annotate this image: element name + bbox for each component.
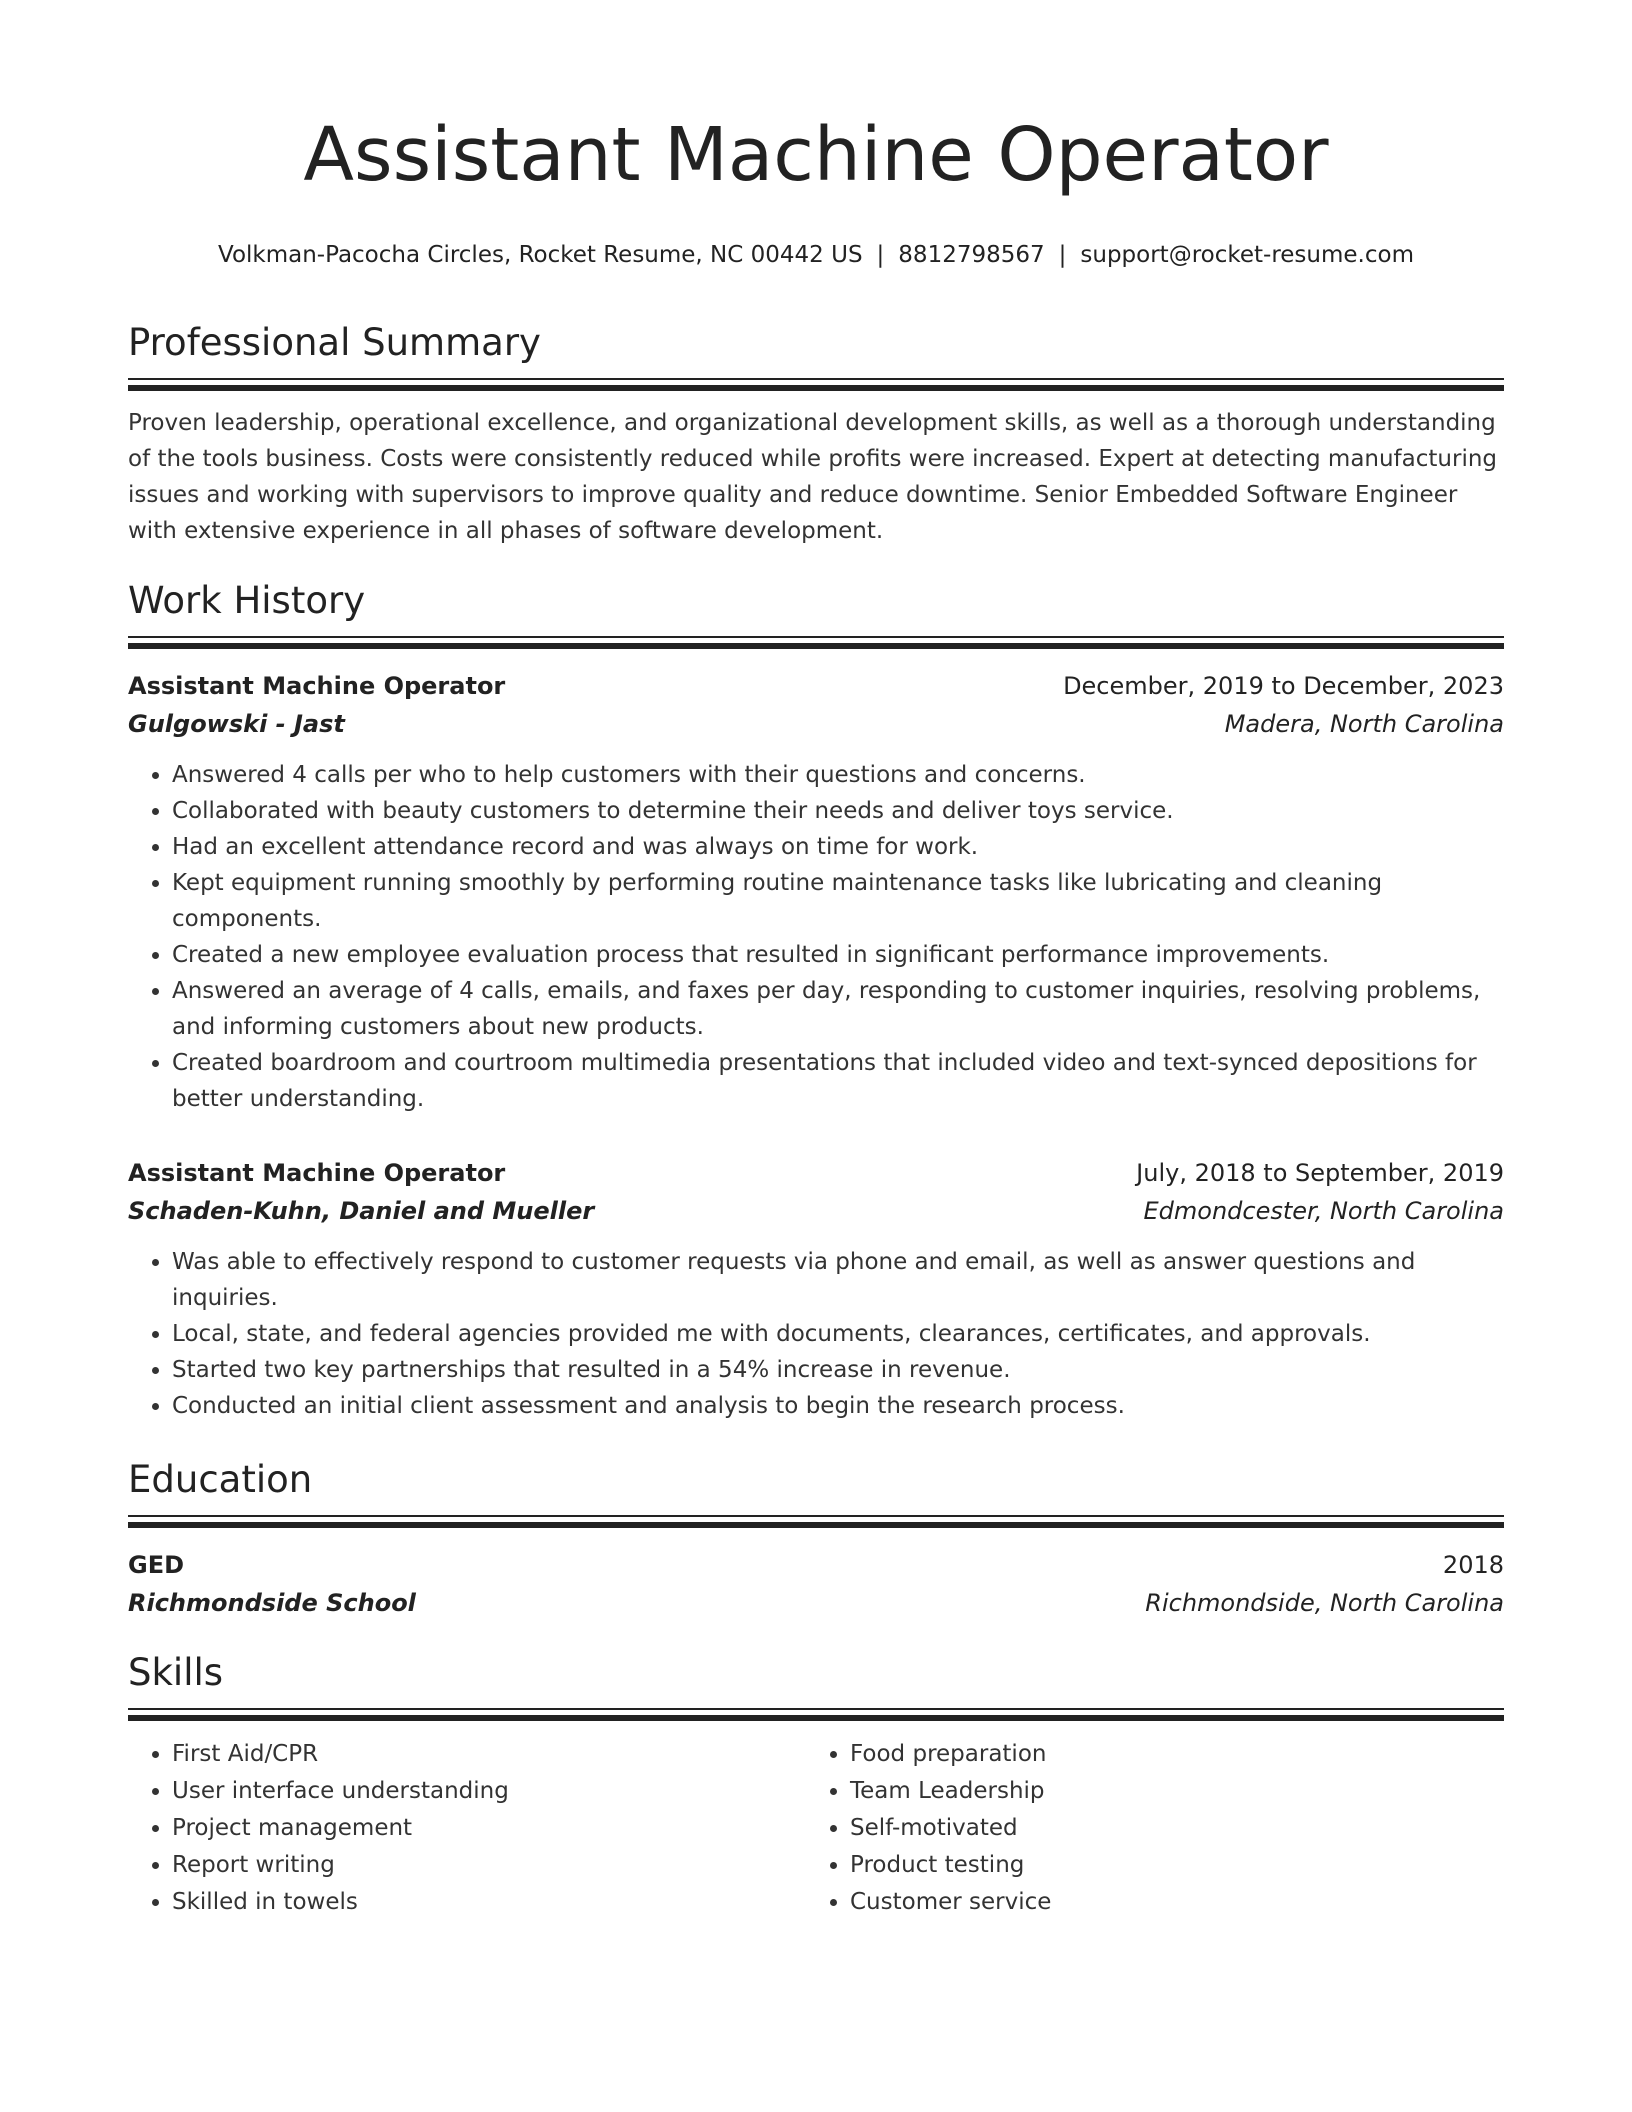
list-item: • Skilled in towels [172,1884,806,1921]
list-item: • Product testing [850,1847,1484,1884]
list-item: • Project management [172,1810,806,1847]
list-item: • Team Leadership [850,1773,1484,1810]
education-school: Richmondside School [128,1589,416,1617]
skills-grid [128,1736,1504,1921]
section-divider [128,1708,1504,1721]
list-item: • Created boardroom and courtroom multimedia presentations that included video and text-synced depositions for better understanding. [172,1045,1504,1117]
section-title-skills: Skills [128,1651,224,1694]
section-title-summary: Professional Summary [128,321,541,364]
job-location: Edmondcester, North Carolina [1143,1197,1504,1225]
contact-phone: 8812798567 [898,242,1045,268]
education-location: Richmondside, North Carolina [1145,1589,1504,1617]
job-entry [128,667,1504,1117]
section-divider [128,1515,1504,1528]
skills-column-right [806,1736,1484,1921]
list-item: • Collaborated with beauty customers to determine their needs and deliver toys service. [172,793,1504,829]
section-title-work-history: Work History [128,579,366,622]
contact-address: Volkman-Pacocha Circles, Rocket Resume, NC 00442 US [218,242,863,268]
job-company: Gulgowski - Jast [128,710,345,738]
job-title: Assistant Machine Operator [128,672,506,700]
list-item: • Food preparation [850,1736,1484,1773]
job-bullets [128,1244,1504,1424]
list-item: • Kept equipment running smoothly by performing routine maintenance tasks like lubricating and cleaning components. [172,865,1504,937]
contact-separator: | [1058,242,1067,268]
education-degree: GED [128,1551,185,1579]
section-divider [128,636,1504,649]
list-item: • User interface understanding [172,1773,806,1810]
job-dates: December, 2019 to December, 2023 [1063,672,1504,700]
list-item: • First Aid/CPR [172,1736,806,1773]
job-dates: July, 2018 to September, 2019 [1136,1159,1504,1187]
job-entry [128,1154,1504,1424]
education-year: 2018 [1442,1551,1504,1579]
section-divider [128,378,1504,391]
list-item: • Customer service [850,1884,1484,1921]
summary-text: Proven leadership, operational excellence, and organizational development skills, as well as a thorough understanding of the tools business. Costs were consistently reduced while profits were increased. Expert at detecting manufacturing issues and working with supervisors to improve quality and reduce downtime. Senior Embedded Software Engineer with extensive experience in all phases of software development. [128,410,1498,544]
job-bullets [128,757,1504,1117]
list-item: • Started two key partnerships that resulted in a 54% increase in revenue. [172,1352,1504,1388]
list-item: • Answered 4 calls per who to help customers with their questions and concerns. [172,757,1504,793]
resume-name-title: Assistant Machine Operator [303,112,1329,198]
contact-email: support@rocket-resume.com [1080,242,1414,268]
job-title: Assistant Machine Operator [128,1159,506,1187]
job-company: Schaden-Kuhn, Daniel and Mueller [128,1197,595,1225]
list-item: • Answered an average of 4 calls, emails, and faxes per day, responding to customer inquiries, resolving problems, and informing customers about new products. [172,973,1504,1045]
list-item: • Created a new employee evaluation process that resulted in significant performance improvements. [172,937,1504,973]
list-item: • Had an excellent attendance record and was always on time for work. [172,829,1504,865]
section-title-education: Education [128,1458,313,1501]
education-entry [128,1546,1504,1622]
list-item: • Report writing [172,1847,806,1884]
contact-separator: | [876,242,885,268]
skills-column-left [128,1736,806,1921]
list-item: • Local, state, and federal agencies provided me with documents, clearances, certificates, and approvals. [172,1316,1504,1352]
list-item: • Was able to effectively respond to customer requests via phone and email, as well as answer questions and inquiries. [172,1244,1504,1316]
list-item: • Self-motivated [850,1810,1484,1847]
job-location: Madera, North Carolina [1224,710,1504,738]
contact-line [128,242,1504,270]
list-item: • Conducted an initial client assessment and analysis to begin the research process. [172,1388,1504,1424]
